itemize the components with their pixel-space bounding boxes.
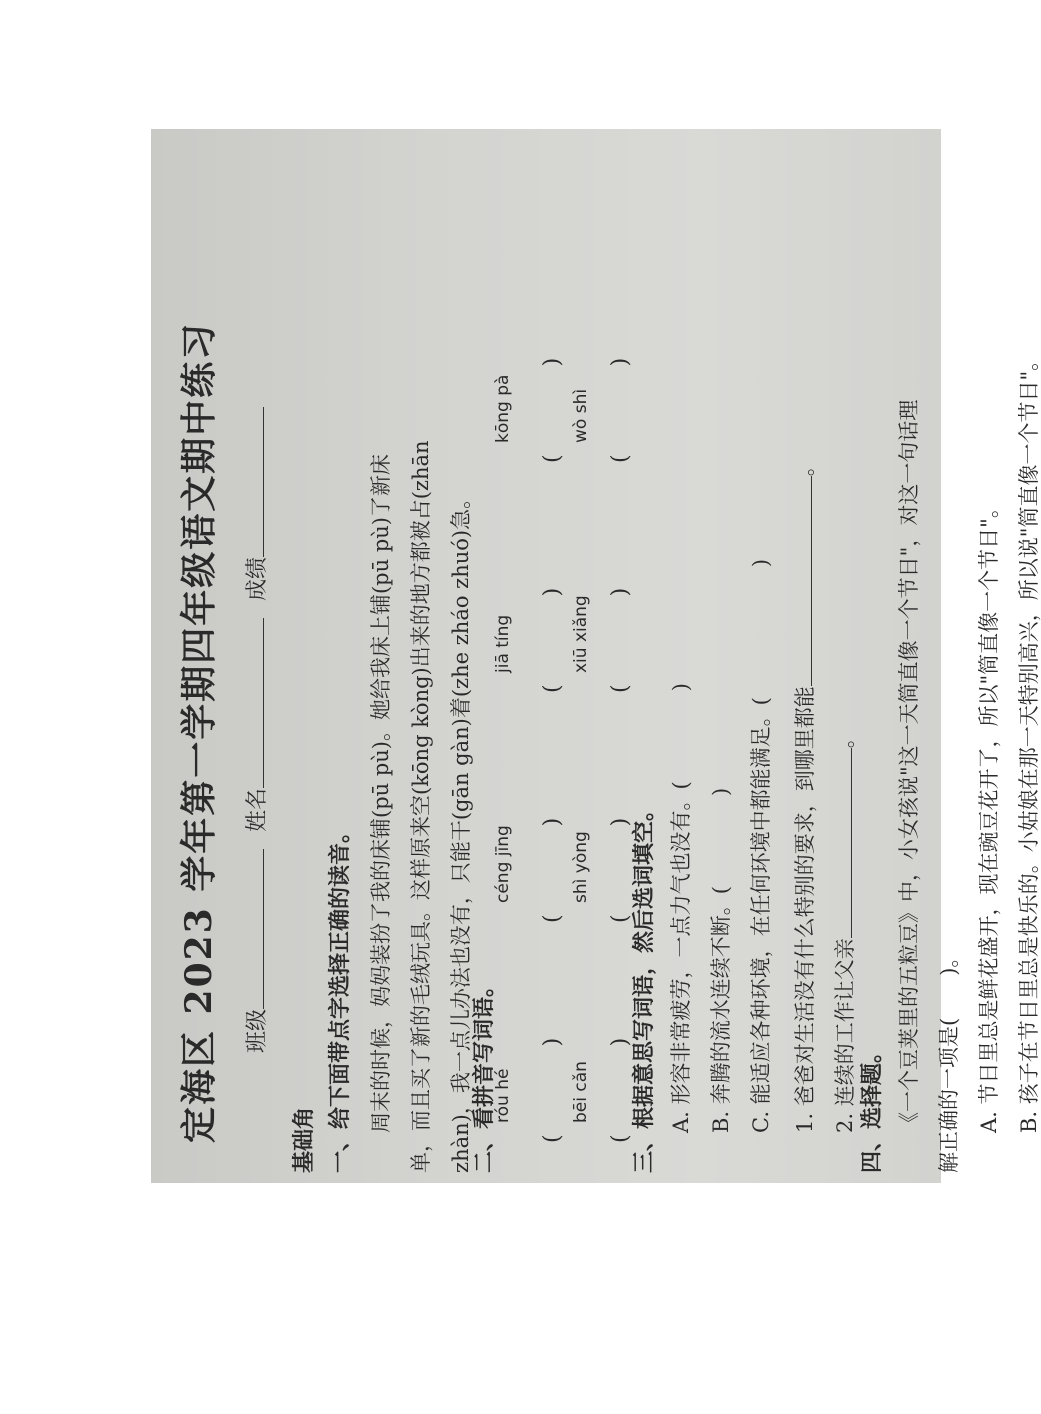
name-label: 姓名 — [245, 787, 270, 832]
answer-box-ceng-jing[interactable]: ( ) — [540, 817, 565, 923]
pinyin-xiu-xiang: xiū xiǎng — [571, 595, 591, 673]
q3-option-a-text: A. 形容非常疲劳，一点力气也没有。( — [669, 781, 693, 1133]
q1-heading: 一、给下面带点字选择正确的读音。 — [327, 820, 353, 1173]
answer-box-rou-he[interactable]: ( ) — [540, 1037, 565, 1143]
q2-heading: 二、看拼音写词语。 — [471, 974, 497, 1173]
pinyin-jia-ting: jiā tíng — [493, 614, 513, 673]
student-info-line — [243, 407, 269, 1053]
q4-stem-line-2: 解正确的一项是( )。 — [937, 946, 961, 1173]
answer-box-shi-yong[interactable]: ( ) — [608, 817, 633, 923]
pinyin-bei-can: bēi cǎn — [571, 1061, 591, 1123]
answer-box-kong-pa[interactable]: ( ) — [540, 357, 565, 463]
score-label: 成绩 — [245, 556, 270, 601]
q3-sentence-2-end: 。 — [833, 727, 857, 749]
rotated-page-content — [151, 129, 1041, 1183]
q3-sentence-2-text: 2. 连续的工作让父亲 — [833, 938, 857, 1133]
q1-text-line-1: 周末的时候，妈妈装扮了我的床铺(pū pù)。她给我床上铺(pū pù)了新床 — [369, 454, 393, 1133]
q3-option-c-text: C. 能适应各种环境，在任何环境中都能满足。( — [749, 697, 773, 1133]
page-title: 定海区 2023 学年第一学期四年级语文期中练习 — [178, 321, 220, 1143]
q3-sentence-1 — [791, 455, 816, 1133]
pinyin-ceng-jing: céng jīng — [493, 825, 513, 903]
pinyin-shi-yong: shì yòng — [571, 831, 591, 903]
name-blank[interactable] — [243, 618, 264, 788]
q1-text-line-3: zhàn)，我一点儿办法也没有，只能干(gān gàn)着(zhe zháo zhuó)急。 — [449, 487, 473, 1173]
q3-option-b-text: B. 奔腾的流水连续不断。( — [709, 886, 733, 1133]
q1-text-line-2: 单，而且买了新的毛绒玩具。这样原来空(kōng kòng)出来的地方都被占(zhān — [409, 440, 433, 1173]
q3-option-b-close: ) — [709, 787, 733, 797]
pinyin-kong-pa: kōng pà — [493, 374, 513, 443]
q4-option-b[interactable]: B. 孩子在节日里总是快乐的。小姑娘在那一天特别高兴，所以说"简直像一个节日"。 — [1017, 349, 1041, 1133]
q3-option-c — [751, 559, 772, 1133]
q3-sentence-1-end: 。 — [793, 455, 817, 477]
q3-option-b — [711, 788, 732, 1133]
q4-heading: 四、选择题。 — [859, 1040, 885, 1173]
pinyin-rou-he: róu hé — [493, 1068, 513, 1123]
answer-box-jia-ting[interactable]: ( ) — [540, 587, 565, 693]
q3-option-c-close: ) — [749, 558, 773, 568]
q4-stem-line-1: 《一个豆荚里的五粒豆》中，小女孩说"这一天简直像一个节日"，对这一句话理 — [897, 399, 921, 1133]
q4-option-a[interactable]: A. 节日里总是鲜花盛开，现在豌豆花开了，所以"简直像一个节日"。 — [977, 497, 1001, 1133]
class-blank[interactable] — [243, 849, 264, 1009]
q3-sentence-1-text: 1. 爸爸对生活没有什么特别的要求，到哪里都能 — [793, 686, 817, 1133]
q3-option-a — [671, 683, 692, 1133]
q3-sentence-2 — [831, 727, 856, 1133]
q3-option-a-close: ) — [669, 683, 693, 692]
photographed-exam-sheet — [151, 129, 1041, 1183]
answer-box-wo-shi[interactable]: ( ) — [608, 357, 633, 463]
pinyin-wo-shi: wò shì — [571, 388, 591, 443]
answer-box-bei-can[interactable]: ( ) — [608, 1037, 633, 1143]
q3-sentence-2-blank[interactable] — [831, 748, 852, 938]
section-base-heading: 基础角 — [291, 1106, 317, 1173]
score-blank[interactable] — [243, 407, 264, 557]
class-label: 班级 — [245, 1008, 270, 1053]
q3-sentence-1-blank[interactable] — [791, 476, 812, 686]
answer-box-xiu-xiang[interactable]: ( ) — [608, 587, 633, 693]
q3-heading: 三、根据意思写词语，然后选词填空。 — [631, 798, 657, 1173]
